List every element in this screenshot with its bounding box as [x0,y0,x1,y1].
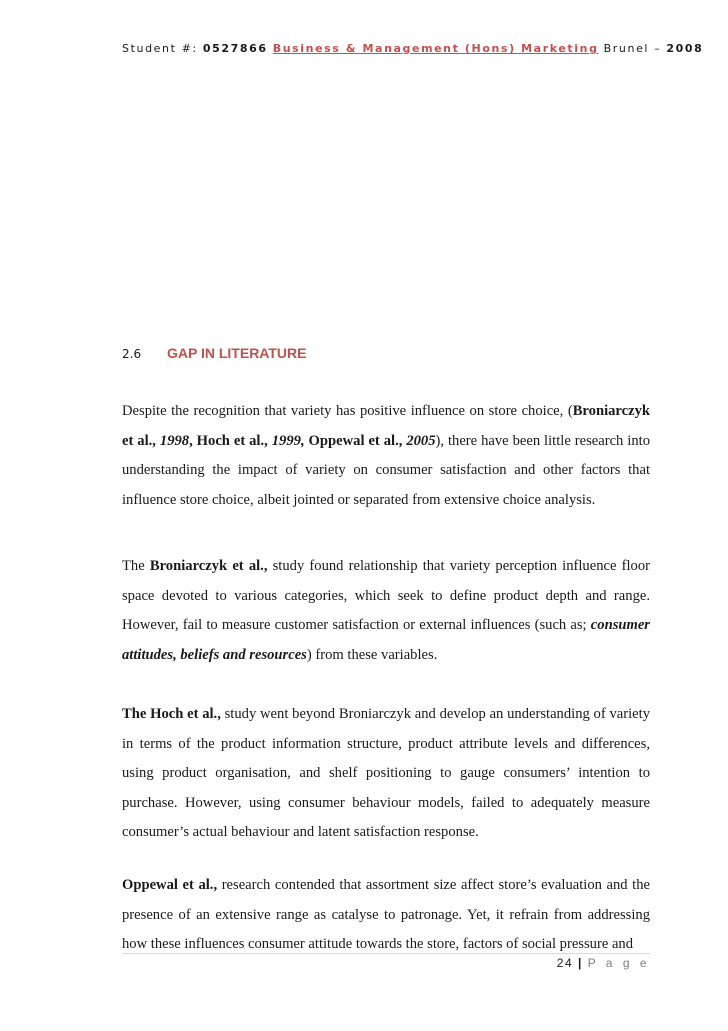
p2-authors: Broniarczyk et al., [149,558,268,574]
p1-text-2: ), there have been little research into understanding the impact of variety on consumer satisfaction and other factors that influence store choice, albeit jointed or separated from extensive choice analysis. [122,432,651,508]
university-name: Brunel – [603,42,662,55]
section-number: 2.6 [122,347,142,361]
p2-text-3: ) from these variables. [306,646,438,663]
p2-text-2: study found relationship that variety perception influence floor space devoted to various categories, which seek to define product depth and range. However, fail to measure customer satisfaction or external influences (such as; [122,558,650,634]
header-year: 2008 [666,42,704,55]
p1-sep1: , [189,432,197,449]
p2-emphasis: consumer attitudes, beliefs and resources [122,617,650,663]
p1-ref3-year: 2005 [406,432,436,449]
p4-authors: Oppewal et al., [122,877,218,893]
footer-separator: | [577,956,583,970]
paragraph-4 [122,871,650,960]
p1-ref1-year: 1998 [159,432,190,449]
student-label: Student #: [122,42,198,55]
paragraph-2 [122,552,650,670]
footer-divider [122,953,650,954]
p1-ref3-authors: Oppewal et al., [308,432,403,449]
p1-ref1-authors: Broniarczyk et al., [122,403,650,449]
paragraph-1 [122,397,650,515]
page-number: 24 [556,956,574,970]
p1-ref2-authors: Hoch et al., [196,432,268,449]
course-name: Business & Management (Hons) Marketing [272,42,599,55]
page-footer [557,956,650,970]
page-header [122,42,704,55]
page-label: P a g e [587,956,650,970]
p2-text-1: The [122,558,150,574]
p4-text-1: research contended that assortment size affect store’s evaluation and the presence of an extensive range as catalyse to patronage. Yet, it refrain from addressing how these influences consumer attitude towards the store, factors of social pressure and [122,877,650,953]
p1-text-1: Despite the recognition that variety has positive influence on store choice, ( [122,403,573,419]
student-number: 0527866 [202,42,268,55]
section-title: GAP IN LITERATURE [167,345,307,361]
p3-authors: The Hoch et al., [122,706,221,722]
paragraph-3 [122,700,650,848]
p1-ref2-year: 1999, [271,432,305,449]
p3-text-1: study went beyond Broniarczyk and develop an understanding of variety in terms of the product information structure, product attribute levels and differences, using product organisation, and shelf positioning to gauge consumers’ intention to purchase. However, using consumer behaviour models, failed to adequately measure consumer’s actual behaviour and latent satisfaction response. [122,706,650,841]
